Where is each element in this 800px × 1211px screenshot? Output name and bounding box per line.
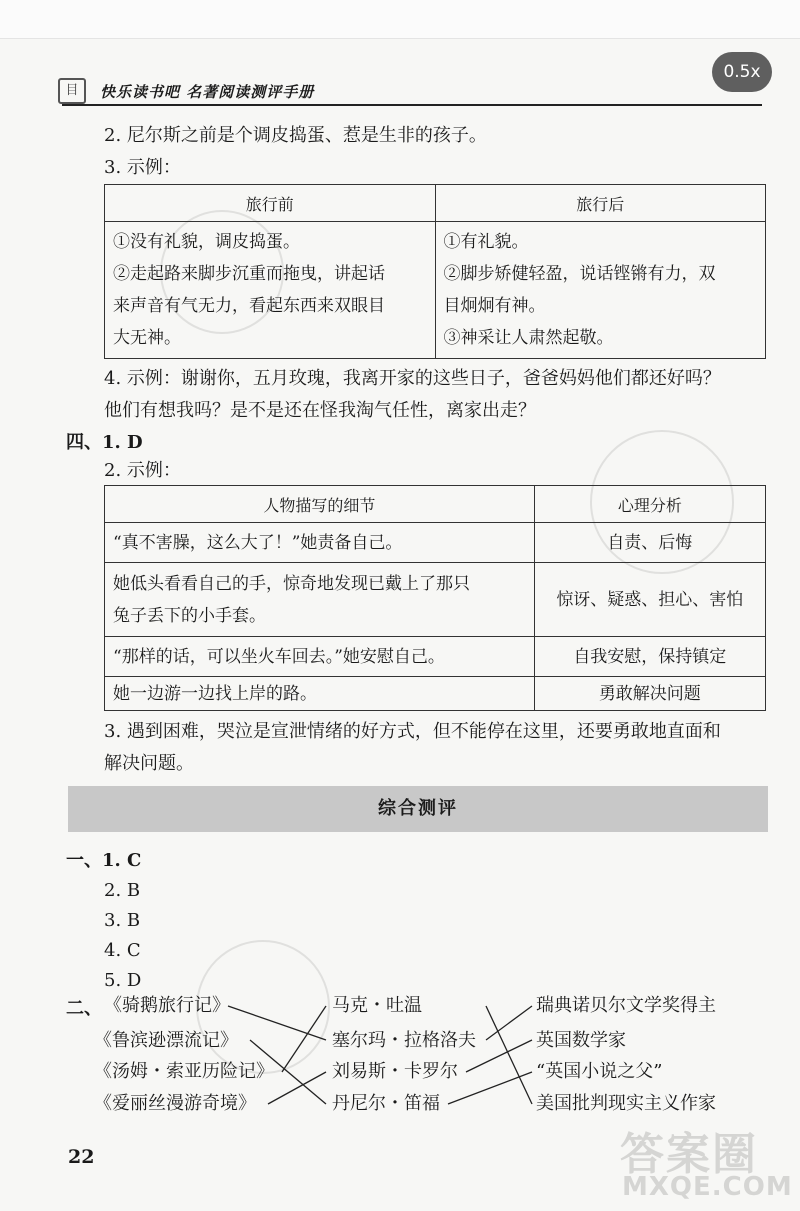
- match-line: [448, 1072, 532, 1104]
- answer-3-4-line1: 4. 示例：谢谢你，五月玫瑰，我离开家的这些日子，爸爸妈妈他们都还好吗？: [104, 368, 721, 389]
- match-line: [228, 1006, 326, 1040]
- answer-4-2: 2. 示例：: [104, 460, 181, 481]
- cell-text: 她一边游一边找上岸的路。: [113, 683, 317, 704]
- analysis-cell: 自责、后悔: [534, 523, 765, 563]
- watermark-url: MXQE.COM: [622, 1172, 793, 1202]
- book-title: 《骑鹅旅行记》: [104, 995, 230, 1016]
- author-name: 丹尼尔・笛福: [332, 1093, 440, 1114]
- analysis-cell: 勇敢解决问题: [534, 677, 765, 711]
- book-icon: 目: [58, 78, 86, 104]
- cell-text: ②脚步矫健轻盈，说话铿锵有力，双: [443, 264, 716, 284]
- book-title: 《鲁滨逊漂流记》: [94, 1030, 238, 1051]
- match-line: [486, 1006, 532, 1040]
- author-name: 刘易斯・卡罗尔: [332, 1061, 458, 1082]
- author-name: 马克・吐温: [332, 995, 422, 1016]
- answer-1-4: 4. C: [104, 940, 141, 961]
- analysis-cell: 惊讶、疑惑、担心、害怕: [534, 563, 765, 637]
- author-description: “英国小说之父”: [536, 1061, 663, 1082]
- match-line: [250, 1040, 326, 1104]
- cell-text: ①有礼貌。: [443, 232, 529, 252]
- cell-text: “真不害臊，这么大了！”她责备自己。: [113, 532, 403, 553]
- cell-text: 兔子丢下的小手套。: [113, 605, 266, 626]
- watermark-logo: 答案圈: [620, 1129, 758, 1180]
- book-title: 《汤姆・索亚历险记》: [94, 1061, 274, 1082]
- matching-label: 二、: [66, 998, 102, 1019]
- answer-3-2: 2. 尼尔斯之前是个调皮捣蛋、惹是生非的孩子。: [104, 125, 487, 146]
- table-header: 人物描写的细节: [105, 486, 535, 523]
- author-description: 英国数学家: [536, 1030, 626, 1051]
- answer-3-4-line2: 他们有想我吗？是不是还在怪我淘气任性，离家出走？: [104, 400, 536, 421]
- match-line: [466, 1040, 532, 1072]
- section-title: 综合测评: [378, 798, 458, 819]
- cell-text: “那样的话，可以坐火车回去。”她安慰自己。: [113, 646, 445, 667]
- answer-1-3: 3. B: [104, 910, 141, 931]
- cell-text: ①没有礼貌，调皮捣蛋。: [113, 232, 300, 252]
- author-description: 美国批判现实主义作家: [536, 1093, 716, 1114]
- answer-1-5: 5. D: [104, 970, 142, 991]
- cell-text: 目炯炯有神。: [443, 296, 546, 316]
- page-number: 22: [68, 1146, 95, 1168]
- table-header: 旅行后: [435, 185, 766, 222]
- answer-1-1: 一、1. C: [66, 850, 142, 871]
- cell-text: ③神采让人肃然起敬。: [443, 328, 614, 348]
- match-line: [268, 1072, 326, 1104]
- author-description: 瑞典诺贝尔文学奖得主: [536, 995, 716, 1016]
- match-line: [486, 1006, 532, 1104]
- answer-4-3-line2: 解决问题。: [104, 753, 194, 774]
- answer-1-2: 2. B: [104, 880, 141, 901]
- author-name: 塞尔玛・拉格洛夫: [332, 1030, 476, 1051]
- answer-4-3-line1: 3. 遇到困难，哭泣是宣泄情绪的好方式，但不能停在这里，还要勇敢地直面和: [104, 721, 721, 742]
- cell-text: 她低头看看自己的手，惊奇地发现已戴上了那只: [113, 573, 470, 594]
- book-title: 《爱丽丝漫游奇境》: [94, 1093, 256, 1114]
- header-title: 快乐读书吧 名著阅读测评手册: [100, 83, 315, 101]
- playback-speed-button[interactable]: 0.5x: [712, 52, 772, 92]
- answer-4-1: 四、1. D: [66, 432, 143, 453]
- analysis-cell: 自我安慰，保持镇定: [534, 637, 765, 677]
- table-header: 心理分析: [534, 486, 765, 523]
- cell-text: ②走起路来脚步沉重而拖曳，讲起话: [113, 264, 385, 284]
- answer-3-3: 3. 示例：: [104, 157, 181, 178]
- table-header: 旅行前: [105, 185, 436, 222]
- cell-text: 来声音有气无力，看起东西来双眼目: [113, 296, 385, 316]
- cell-text: 大无神。: [113, 328, 181, 348]
- match-line: [282, 1006, 326, 1072]
